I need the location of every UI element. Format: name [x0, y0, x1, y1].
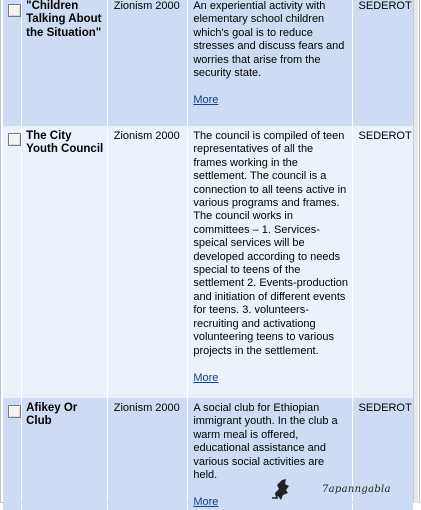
- organization-name: Zionism 2000: [113, 130, 180, 142]
- map-silhouette-icon: [268, 476, 328, 504]
- row-checkbox[interactable]: [8, 4, 21, 17]
- table-row: [3, 0, 413, 126]
- activity-name: Afikey Or Club: [26, 402, 78, 428]
- city-name: SEDEROT: [358, 0, 412, 12]
- results-table: [2, 0, 414, 510]
- row-checkbox[interactable]: [8, 405, 21, 418]
- watermark: [268, 476, 418, 504]
- organization-name: Zionism 2000: [113, 402, 180, 414]
- more-link[interactable]: More: [193, 94, 219, 107]
- activity-name: The City Youth Council: [26, 130, 104, 156]
- more-link[interactable]: More: [193, 371, 219, 384]
- row-checkbox[interactable]: [8, 133, 21, 146]
- city-name: SEDEROT: [358, 402, 412, 414]
- more-link[interactable]: More: [193, 496, 219, 509]
- scrollbar[interactable]: [413, 0, 418, 503]
- signature: 7apanngabla: [322, 484, 391, 495]
- activity-name: "Children Talking About the Situation": [26, 0, 102, 39]
- activity-description: The council is compiled of teen representatives of all the frames working in the settlement. The council is a connection to all teens active in various programs and frames. The council works in committees – 1. Services-speical services will be developed according to needs special to teens of the settlement 2. Events-production and initiation of different events for teens. 3. volunteers-recruiting and activationg volunteering teens to various projects in the settlement.: [193, 130, 349, 357]
- activity-description: An experiential activity with elementary school children which's goal is to reduce stresses and discuss fears and worries that arise from the security state.: [193, 0, 345, 80]
- organization-name: Zionism 2000: [113, 0, 180, 12]
- city-name: SEDEROT: [358, 130, 412, 142]
- activity-description: A social club for Ethiopian immigrant youth. In the club a warm meal is offered, educational assistance and various social activities are held.: [193, 402, 338, 482]
- table-row: [3, 126, 413, 398]
